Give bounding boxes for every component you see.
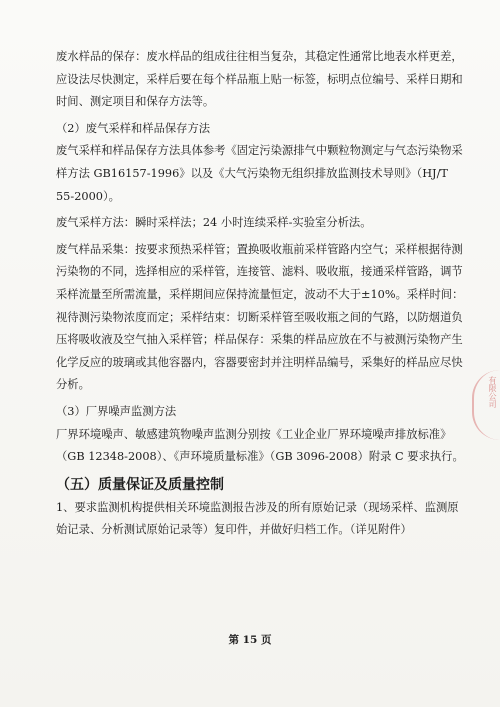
paragraph-exhaust-methods: 废气采样方法：瞬时采样法；24 小时连续采样-实验室分析法。 (56, 216, 372, 230)
section-title: （五）质量保证及质量控制 (56, 476, 224, 493)
paragraph-noise-method: 厂界环境噪声、敏感建筑物噪声监测分别按《工业企业厂界环境噪声排放标准》（GB 12348-2008）、《声环境质量标准》（GB 3096-2008）附录 C 要求执行。 (56, 427, 464, 464)
page-content (56, 46, 464, 542)
page-number: 第 15 页 (228, 634, 272, 646)
subheading-exhaust-gas: （2）废气采样和样品保存方法 (56, 121, 211, 135)
paragraph-qa-records: 1、要求监测机构提供相关环境监测报告涉及的所有原始记录（现场采样、监测原始记录、分析测试原始记录等）复印件，并做好归档工作。（详见附件） (56, 500, 459, 537)
paragraph-exhaust-reference: 废气采样和样品保存方法具体参考《固定污染源排气中颗粒物测定与气态污染物采样方法 GB16157-1996》以及《大气污染物无组织排放监测技术导则》（HJ/T 55-2000）。 (56, 144, 463, 203)
paragraph-exhaust-collection: 废气样品采集：按要求预热采样管；置换吸收瓶前采样管路内空气；采样根据待测污染物的不同，选择相应的采样管，连接管、滤料、吸收瓶，接通采样管路，调节采样流量至所需流量，采样期间应保持流量恒定，波动不大于±10%。采样时间：视待测污染物浓度而定；采样结束：切断采样管至吸收瓶之间的气路，以防烟道负压将吸收液及空气抽入采样管；样品保存：采集的样品应放在不与被测污染物产生化学反应的玻璃或其他容器内，容器要密封并注明样品编号，采集好的样品应尽快分析。 (56, 242, 464, 392)
paragraph-wastewater-storage: 废水样品的保存：废水样品的组成往往相当复杂，其稳定性通常比地表水样更差，应设法尽快测定，采样后要在每个样品瓶上贴一标签，标明点位编号、采样日期和时间、测定项目和保存方法等。 (56, 50, 463, 109)
subheading-noise: （3）厂界噪声监测方法 (56, 404, 177, 418)
company-seal: 有限公司 (472, 370, 500, 440)
